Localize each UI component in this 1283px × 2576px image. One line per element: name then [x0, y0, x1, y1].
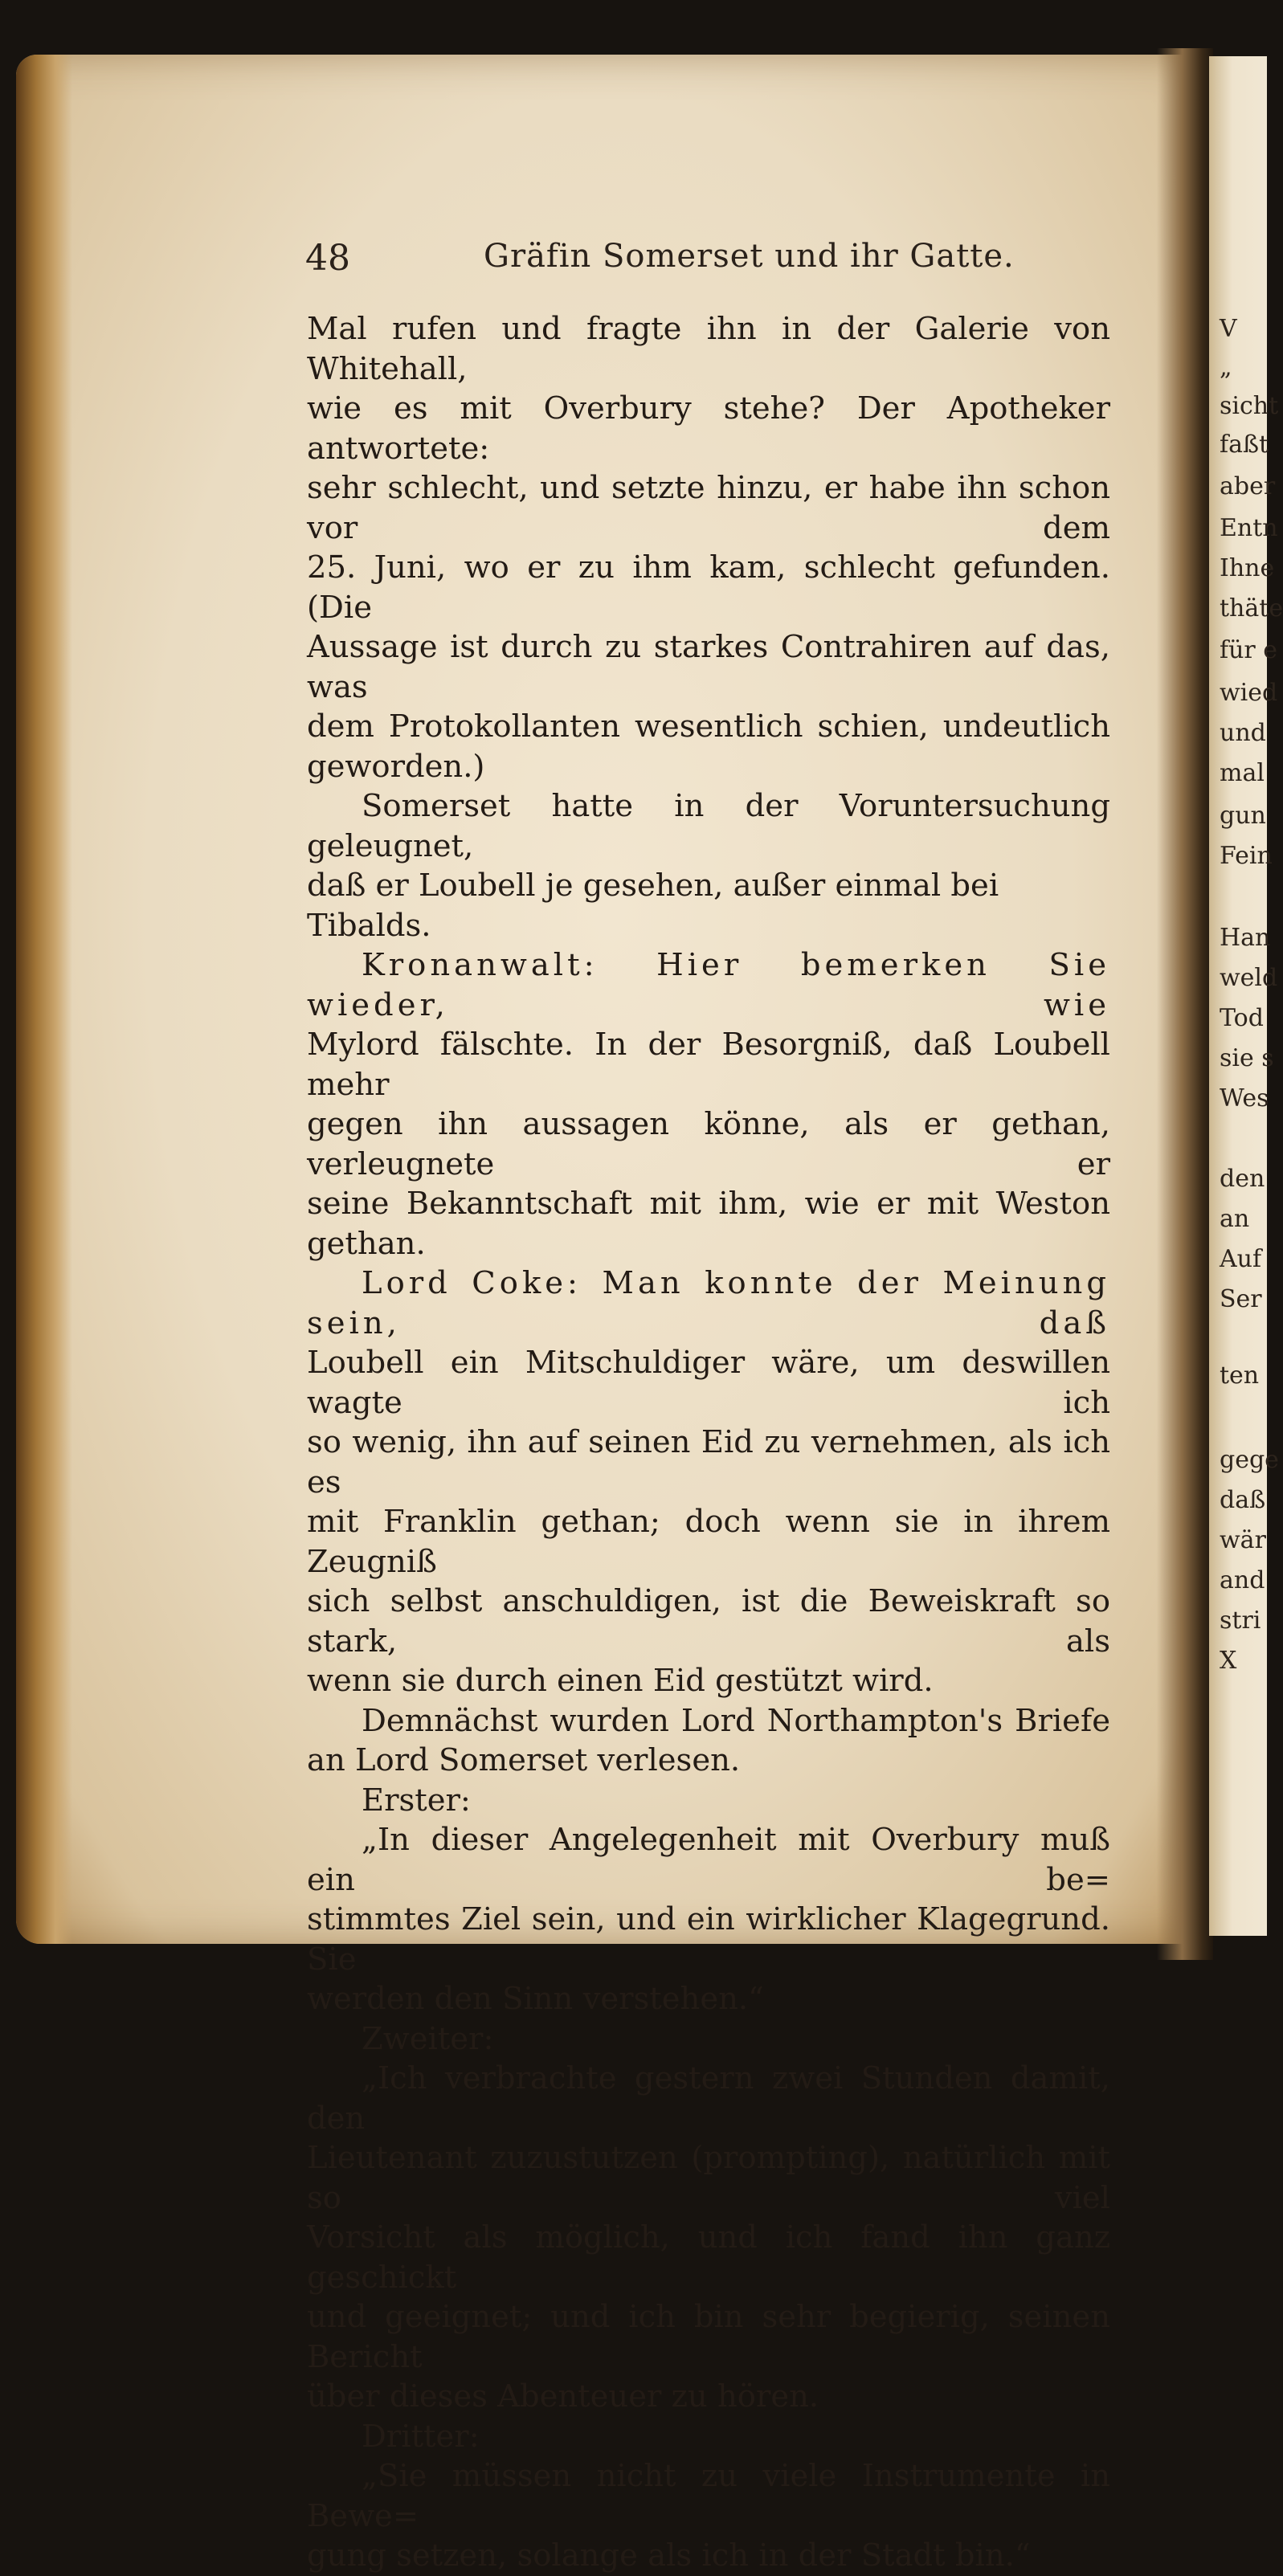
text-line: sehr schlecht, und setzte hinzu, er habe ihn schon vor dem — [307, 470, 1110, 546]
facing-page-fragment: Auf — [1220, 1245, 1262, 1273]
facing-page-fragment: aber — [1220, 472, 1276, 500]
text-line: werden den Sinn verstehen.“ — [307, 1981, 764, 2017]
page-header — [305, 238, 1109, 286]
text-line: gegen ihn aussagen könne, als er gethan, verleugnete er — [307, 1106, 1110, 1182]
text-line: seine Bekanntschaft mit ihm, wie er mit Weston gethan. — [307, 1186, 1110, 1262]
text-line: sich selbst anschuldigen, ist die Beweiskraft so stark, als — [307, 1583, 1110, 1659]
facing-page-fragment: Entn — [1220, 514, 1278, 542]
facing-page-fragment: Han — [1220, 924, 1271, 952]
facing-page-fragment: Fein — [1220, 842, 1273, 870]
page-number: 48 — [305, 238, 350, 279]
page-edge-shadow — [16, 55, 72, 1944]
text-line: gung setzen, solange als ich in der Stadt bin.“ — [307, 2537, 1031, 2574]
speaker-line: Lord Coke: Man konnte der Meinung sein, daß — [307, 1265, 1110, 1341]
facing-page-fragment: und — [1220, 719, 1266, 747]
text-line: Demnächst wurden Lord Northampton's Briefe — [362, 1702, 1110, 1739]
facing-page-fragment: thäte — [1220, 594, 1283, 623]
text-line: Mal rufen und fragte ihn in der Galerie von Whitehall, — [307, 311, 1110, 387]
facing-page-fragment: wär — [1220, 1526, 1266, 1554]
facing-page-fragment: X — [1220, 1647, 1237, 1675]
text-line: und geeignet; und ich bin sehr begierig, seinen Bericht — [307, 2299, 1110, 2375]
facing-page-fragment: „ — [1220, 353, 1232, 382]
facing-page-fragment: faßt — [1220, 431, 1269, 459]
facing-page-fragment: sicht — [1220, 392, 1279, 420]
letter-heading: Dritter: — [362, 2418, 480, 2455]
text-line: wie es mit Overbury stehe? Der Apotheker antwortete: — [307, 390, 1110, 467]
body-text — [307, 309, 1110, 2576]
text-line: dem Protokollanten wesentlich schien, undeutlich geworden.) — [307, 708, 1110, 785]
text-line: so wenig, ihn auf seinen Eid zu vernehmen, als ich es — [307, 1424, 1110, 1500]
text-line: daß er Loubell je gesehen, außer einmal bei Tibalds. — [307, 868, 999, 944]
text-line: an Lord Somerset verlesen. — [307, 1742, 741, 1778]
facing-page-fragment: mal — [1220, 759, 1265, 787]
text-line: Vorsicht als möglich, und ich fand ihn ganz geschickt — [307, 2219, 1110, 2296]
text-line: 25. Juni, wo er zu ihm kam, schlecht gefunden. (Die — [307, 549, 1110, 626]
text-line: „In dieser Angelegenheit mit Overbury muß ein be= — [307, 1822, 1110, 1898]
text-line: über dieses Abenteuer zu hören. — [307, 2378, 819, 2415]
speaker-line: Kronanwalt: Hier bemerken Sie wieder, wie — [307, 947, 1110, 1023]
text-line: „Sie müssen nicht zu viele Instrumente in Bewe= — [307, 2458, 1110, 2534]
facing-page-fragment: den — [1220, 1165, 1265, 1193]
facing-page-fragment: Ser — [1220, 1285, 1262, 1313]
facing-page-fragment: Tod — [1220, 1004, 1264, 1032]
facing-page-fragment: V — [1220, 315, 1237, 343]
facing-page-fragment: weld — [1220, 964, 1278, 992]
facing-page-fragment: stri — [1220, 1606, 1261, 1635]
text-line: Lieutenant zuzustutzen (prompting), natürlich mit so viel — [307, 2140, 1110, 2216]
facing-page-fragment: wied — [1220, 679, 1278, 707]
facing-page-fragment: an — [1220, 1205, 1250, 1233]
right-page-edge — [1209, 56, 1267, 1936]
facing-page-fragment: ten — [1220, 1361, 1260, 1390]
facing-page-fragment: sie s — [1220, 1044, 1274, 1072]
letter-heading: Zweiter: — [362, 2020, 494, 2057]
text-line: Aussage ist durch zu starkes Contrahiren auf das, was — [307, 629, 1110, 705]
facing-page-fragment: and — [1220, 1566, 1265, 1594]
text-line: Mylord fälschte. In der Besorgniß, daß Loubell mehr — [307, 1027, 1110, 1103]
facing-page-fragment: für e — [1220, 636, 1278, 664]
text-line: Somerset hatte in der Voruntersuchung geleugnet, — [307, 788, 1110, 864]
text-line: Loubell ein Mitschuldiger wäre, um deswillen wagte ich — [307, 1345, 1110, 1421]
facing-page-fragment: gege — [1220, 1446, 1279, 1474]
book-gutter — [1157, 48, 1213, 1960]
facing-page-fragment: daß — [1220, 1486, 1266, 1514]
facing-page-fragment: gun — [1220, 802, 1266, 830]
text-line: wenn sie durch einen Eid gestützt wird. — [307, 1663, 934, 1699]
text-line: mit Franklin gethan; doch wenn sie in ihrem Zeugniß — [307, 1504, 1110, 1580]
facing-page-fragment: Wes — [1220, 1084, 1269, 1112]
running-head: Gräfin Somerset und ihr Gatte. — [484, 238, 1015, 275]
letter-heading: Erster: — [362, 1782, 471, 1819]
text-line: stimmtes Ziel sein, und ein wirklicher Klagegrund. Sie — [307, 1901, 1110, 1978]
facing-page-fragment: Ihne — [1220, 554, 1275, 582]
text-line: „Ich verbrachte gestern zwei Stunden damit, den — [307, 2060, 1110, 2137]
